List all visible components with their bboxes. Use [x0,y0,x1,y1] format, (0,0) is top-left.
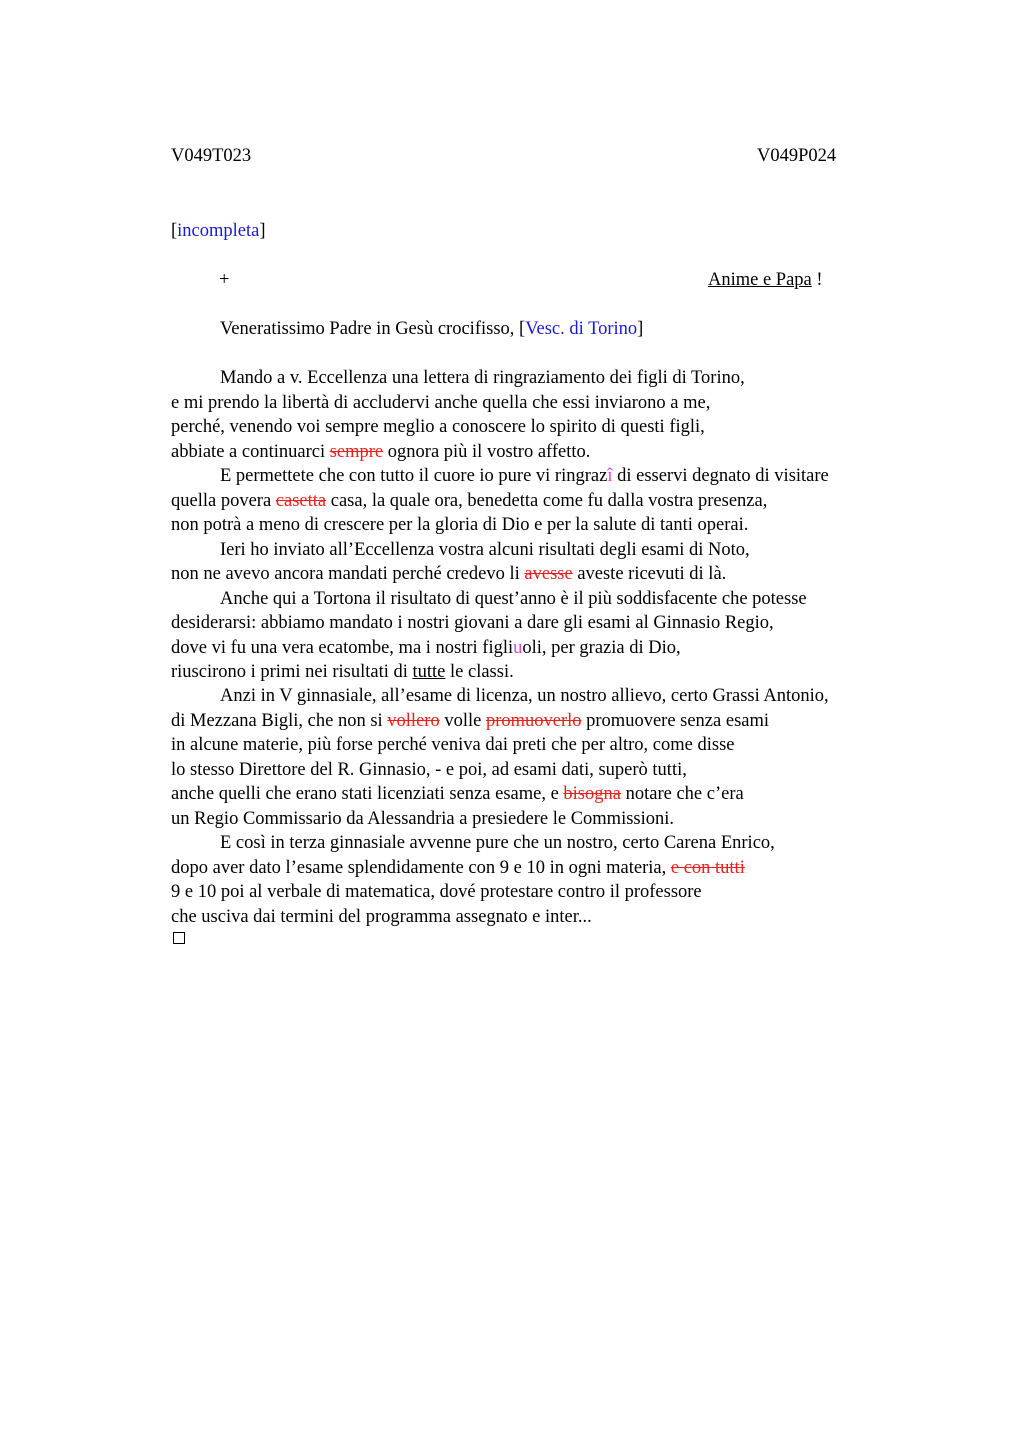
text-segment: un Regio Commissario da Alessandria a presiedere le Commissioni. [171,809,675,829]
text-line [171,417,705,438]
text-line [171,711,769,732]
text-segment: E così in terza ginnasiale avvenne pure che un nostro, certo Carena Enrico, [220,833,775,853]
text-line [220,686,829,707]
text-segment: promuovere senza esami [581,711,770,731]
text-line [171,613,774,634]
text-line [220,589,807,610]
text-segment: casa, la quale ora, benedetta come fu dalla vostra presenza, [326,491,768,511]
text-segment: E permettete che con tutto il cuore io pure vi ringraz [220,466,608,486]
end-square-icon [173,932,185,944]
text-line [171,784,744,805]
text-line [220,466,829,487]
text-line [171,907,592,928]
deleted-word: vollero [387,711,440,731]
text-segment: Mando a v. Eccellenza una lettera di ringraziamento dei figli di Torino, [220,368,745,388]
text-segment: 9 e 10 poi al verbale di matematica, dové protestare contro il professore [171,882,702,902]
salutation-text: Veneratissimo Padre in Gesù crocifisso, [220,319,520,339]
text-line [171,735,735,756]
text-segment: riuscirono i primi nei risultati di [171,662,413,682]
motto-tail: ! [811,270,823,290]
text-segment: in alcune materie, più forse perché veniva dai preti che per altro, come disse [171,735,735,755]
text-segment: e mi prendo la libertà di accludervi anche quella che essi inviarono a me, [171,393,711,413]
text-segment: aveste ricevuti di là. [572,564,727,584]
underlined-word: tutte [412,662,446,682]
deleted-word: sempre [329,442,384,462]
inserted-char: u [513,638,523,658]
text-segment: lo stesso Direttore del R. Ginnasio, - e poi, ad esami dati, superò tutti, [171,760,687,780]
deleted-word: promuoverlo [485,711,582,731]
text-line [171,638,681,659]
deleted-word: casetta [275,491,327,511]
deleted-word: bisogna [563,784,621,804]
text-segment: notare che c’era [620,784,744,804]
text-segment: dove vi fu una vera ecatombe, ma i nostri figli [171,638,514,658]
text-segment: che usciva dai termini del programma assegnato e inter... [171,907,592,927]
document-code-right: V049P024 [757,146,837,166]
text-segment: perché, venendo voi sempre meglio a conoscere lo spirito di questi figli, [171,417,705,437]
text-segment: Ieri ho inviato all’Eccellenza vostra alcuni risultati degli esami di Noto, [220,540,750,560]
text-segment: oli, per grazia di Dio, [522,638,681,658]
text-line [220,540,750,561]
text-segment: abbiate a continuarci [171,442,330,462]
text-line [171,760,687,781]
cross-mark: + [219,270,230,290]
text-segment: non ne avevo ancora mandati perché credevo li [171,564,525,584]
text-line [171,564,726,585]
document-code-left: V049T023 [171,146,252,166]
text-line [171,442,590,463]
deleted-word: avesse [524,564,573,584]
text-line [171,809,674,830]
salutation: Veneratissimo Padre in Gesù crocifisso, [Vesc. di Torino] [220,319,644,339]
text-segment: ognora più il vostro affetto. [383,442,591,462]
text-segment: quella povera [171,491,276,511]
inserted-char: î [607,466,613,486]
text-segment: di esservi degnato di visitare [612,466,829,486]
status-label: incompleta [177,221,260,241]
salutation-note: Vesc. di Torino [525,319,638,339]
motto-text: Anime e Papa [708,270,812,290]
text-line [220,368,745,389]
motto [708,270,823,291]
deleted-word: e con tutti [670,858,745,878]
text-line [171,393,710,414]
text-segment: dopo aver dato l’esame splendidamente con 9 e 10 in ogni materia, [171,858,671,878]
text-segment: Anche qui a Tortona il risultato di quest’anno è il più soddisfacente che potesse [220,589,807,609]
text-line [220,833,775,854]
text-segment: desiderarsi: abbiamo mandato i nostri giovani a dare gli esami al Ginnasio Regio, [171,613,774,633]
text-segment: di Mezzana Bigli, che non si [171,711,388,731]
status-note: [incompleta] [171,221,266,241]
text-segment: volle [439,711,486,731]
text-line [171,515,748,536]
text-line [171,662,514,683]
text-line [171,882,702,903]
text-segment: Anzi in V ginnasiale, all’esame di licenza, un nostro allievo, certo Grassi Antonio, [220,686,829,706]
text-segment: anche quelli che erano stati licenziati senza esame, e [171,784,564,804]
text-segment: non potrà a meno di crescere per la gloria di Dio e per la salute di tanti operai. [171,515,749,535]
text-segment: le classi. [445,662,514,682]
text-line [171,858,745,879]
text-line [171,491,767,512]
